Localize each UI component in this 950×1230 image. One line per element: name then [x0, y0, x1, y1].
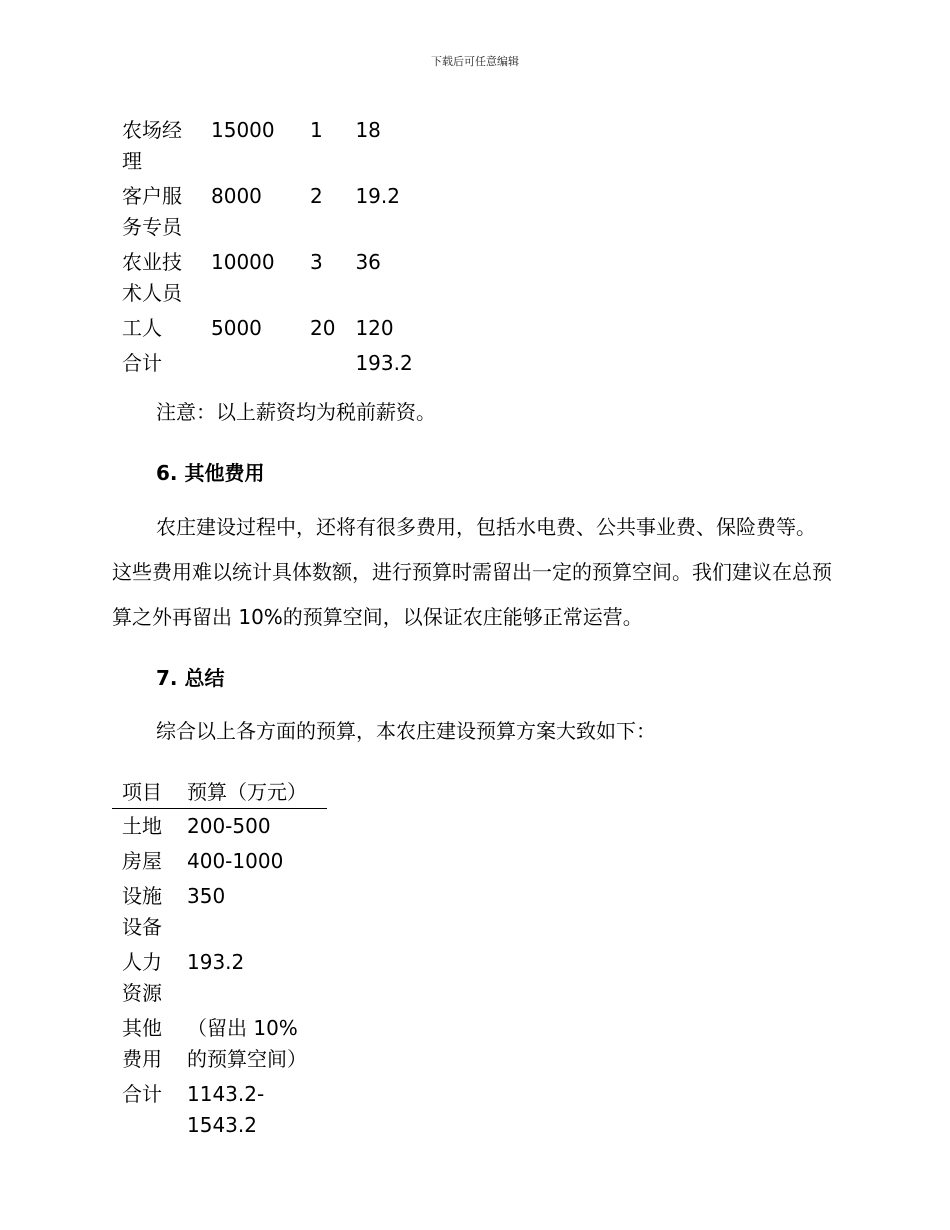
item-cell: 房屋 [122, 849, 162, 873]
table-row [112, 311, 425, 346]
table-row [112, 945, 327, 1011]
count-cell: 1 [310, 118, 323, 142]
role-cell: 农业技术人员 [122, 250, 182, 305]
budget-cell: （留出 10%的预算空间） [187, 1016, 307, 1071]
section-7-paragraph: 综合以上各方面的预算，本农庄建设预算方案大致如下： [156, 719, 656, 743]
total-cell: 120 [355, 316, 394, 340]
budget-cell: 350 [187, 884, 226, 908]
salary-table [112, 113, 425, 381]
salary-cell [201, 346, 300, 381]
table-row [112, 113, 425, 179]
page-header: 下载后可任意编辑 [431, 55, 519, 68]
section-6-heading: 6. 其他费用 [156, 461, 265, 485]
count-cell: 3 [310, 250, 323, 274]
role-cell: 合计 [122, 351, 162, 375]
table-row [112, 844, 327, 879]
total-cell: 18 [355, 118, 381, 142]
table-row [112, 1077, 327, 1143]
section-6-paragraph: 农庄建设过程中，还将有很多费用，包括水电费、公共事业费、保险费等。这些费用难以统计具体数额，进行预算时需留出一定的预算空间。我们建议在总预算之外再留出 10%的预算空间，以保证农庄能够正常运营。 [112, 515, 832, 629]
salary-cell: 10000 [211, 250, 275, 274]
table-row [112, 245, 425, 311]
budget-table [112, 775, 327, 1143]
budget-cell: 193.2 [187, 950, 245, 974]
total-cell: 19.2 [355, 184, 400, 208]
table-row [112, 1011, 327, 1077]
total-cell: 36 [355, 250, 381, 274]
salary-cell: 15000 [211, 118, 275, 142]
count-cell [300, 346, 345, 381]
table-row [112, 809, 327, 845]
item-cell: 合计 [122, 1082, 162, 1106]
salary-cell: 8000 [211, 184, 262, 208]
header-budget: 预算（万元） [177, 775, 327, 809]
table-row [112, 346, 425, 381]
item-cell: 人力资源 [122, 950, 162, 1005]
table-row [112, 179, 425, 245]
item-cell: 土地 [122, 814, 162, 838]
header-item: 项目 [112, 775, 177, 809]
salary-note: 注意：以上薪资均为税前薪资。 [156, 400, 436, 424]
total-cell: 193.2 [355, 351, 413, 375]
budget-cell: 400-1000 [187, 849, 284, 873]
salary-cell: 5000 [211, 316, 262, 340]
table-row [112, 879, 327, 945]
count-cell: 20 [310, 316, 336, 340]
table-header-row [112, 775, 327, 809]
item-cell: 设施设备 [122, 884, 162, 939]
section-7-heading: 7. 总结 [156, 666, 225, 690]
item-cell: 其他费用 [122, 1016, 162, 1071]
role-cell: 农场经理 [122, 118, 182, 173]
role-cell: 工人 [122, 316, 162, 340]
count-cell: 2 [310, 184, 323, 208]
budget-cell: 1143.2-1543.2 [187, 1082, 265, 1137]
budget-cell: 200-500 [187, 814, 271, 838]
role-cell: 客户服务专员 [122, 184, 182, 239]
